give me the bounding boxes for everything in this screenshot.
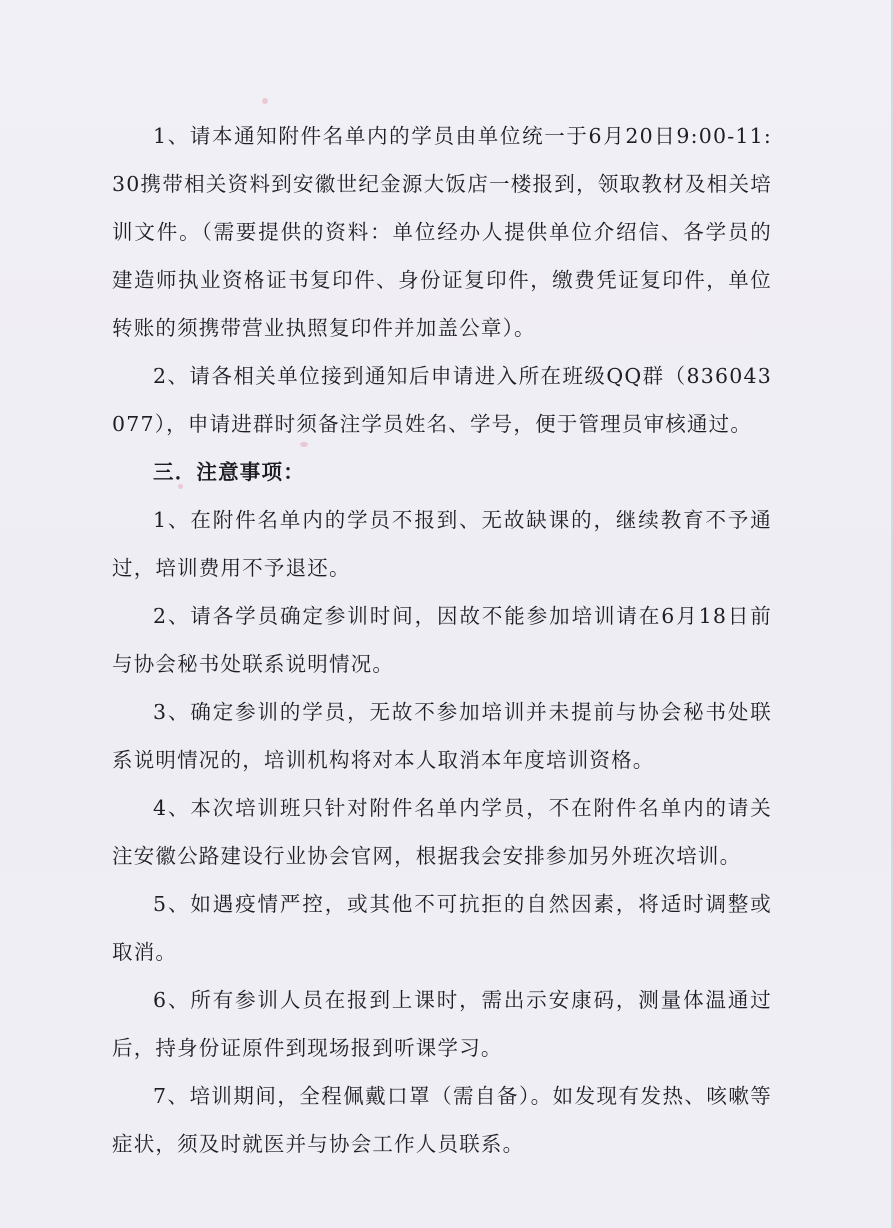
note-item-1: 1、在附件名单内的学员不报到、无故缺课的，继续教育不予通过，培训费用不予退还。 — [112, 508, 772, 580]
ink-speck — [262, 98, 268, 104]
note-item-3: 3、确定参训的学员，无故不参加培训并未提前与协会秘书处联系说明情况的，培训机构将对本人取消本年度培训资格。 — [112, 700, 772, 772]
paragraph-report-instructions: 1、请本通知附件名单内的学员由单位统一于6月20日9:00-11:30携带相关资料到安徽世纪金源大饭店一楼报到，领取教材及相关培训文件。（需要提供的资料：单位经办人提供单位介绍信、各学员的建造师执业资格证书复印件、身份证复印件，缴费凭证复印件，单位转账的须携带营业执照复印件并加盖公章）。 — [112, 124, 772, 340]
paragraph-qq-group: 2、请各相关单位接到通知后申请进入所在班级QQ群（836043077），申请进群时须备注学员姓名、学号，便于管理员审核通过。 — [112, 364, 772, 436]
note-item-6: 6、所有参训人员在报到上课时，需出示安康码，测量体温通过后，持身份证原件到现场报到听课学习。 — [112, 988, 772, 1060]
section-heading-notes: 三．注意事项： — [153, 460, 305, 484]
note-item-5: 5、如遇疫情严控，或其他不可抗拒的自然因素，将适时调整或取消。 — [112, 892, 772, 964]
document-body — [112, 112, 772, 1168]
note-item-4: 4、本次培训班只针对附件名单内学员，不在附件名单内的请关注安徽公路建设行业协会官网，根据我会安排参加另外班次培训。 — [112, 796, 772, 868]
note-item-2: 2、请各学员确定参训时间，因故不能参加培训请在6月18日前与协会秘书处联系说明情况。 — [112, 604, 772, 676]
note-item-7: 7、培训期间，全程佩戴口罩（需自备）。如发现有发热、咳嗽等症状，须及时就医并与协会工作人员联系。 — [112, 1084, 772, 1156]
